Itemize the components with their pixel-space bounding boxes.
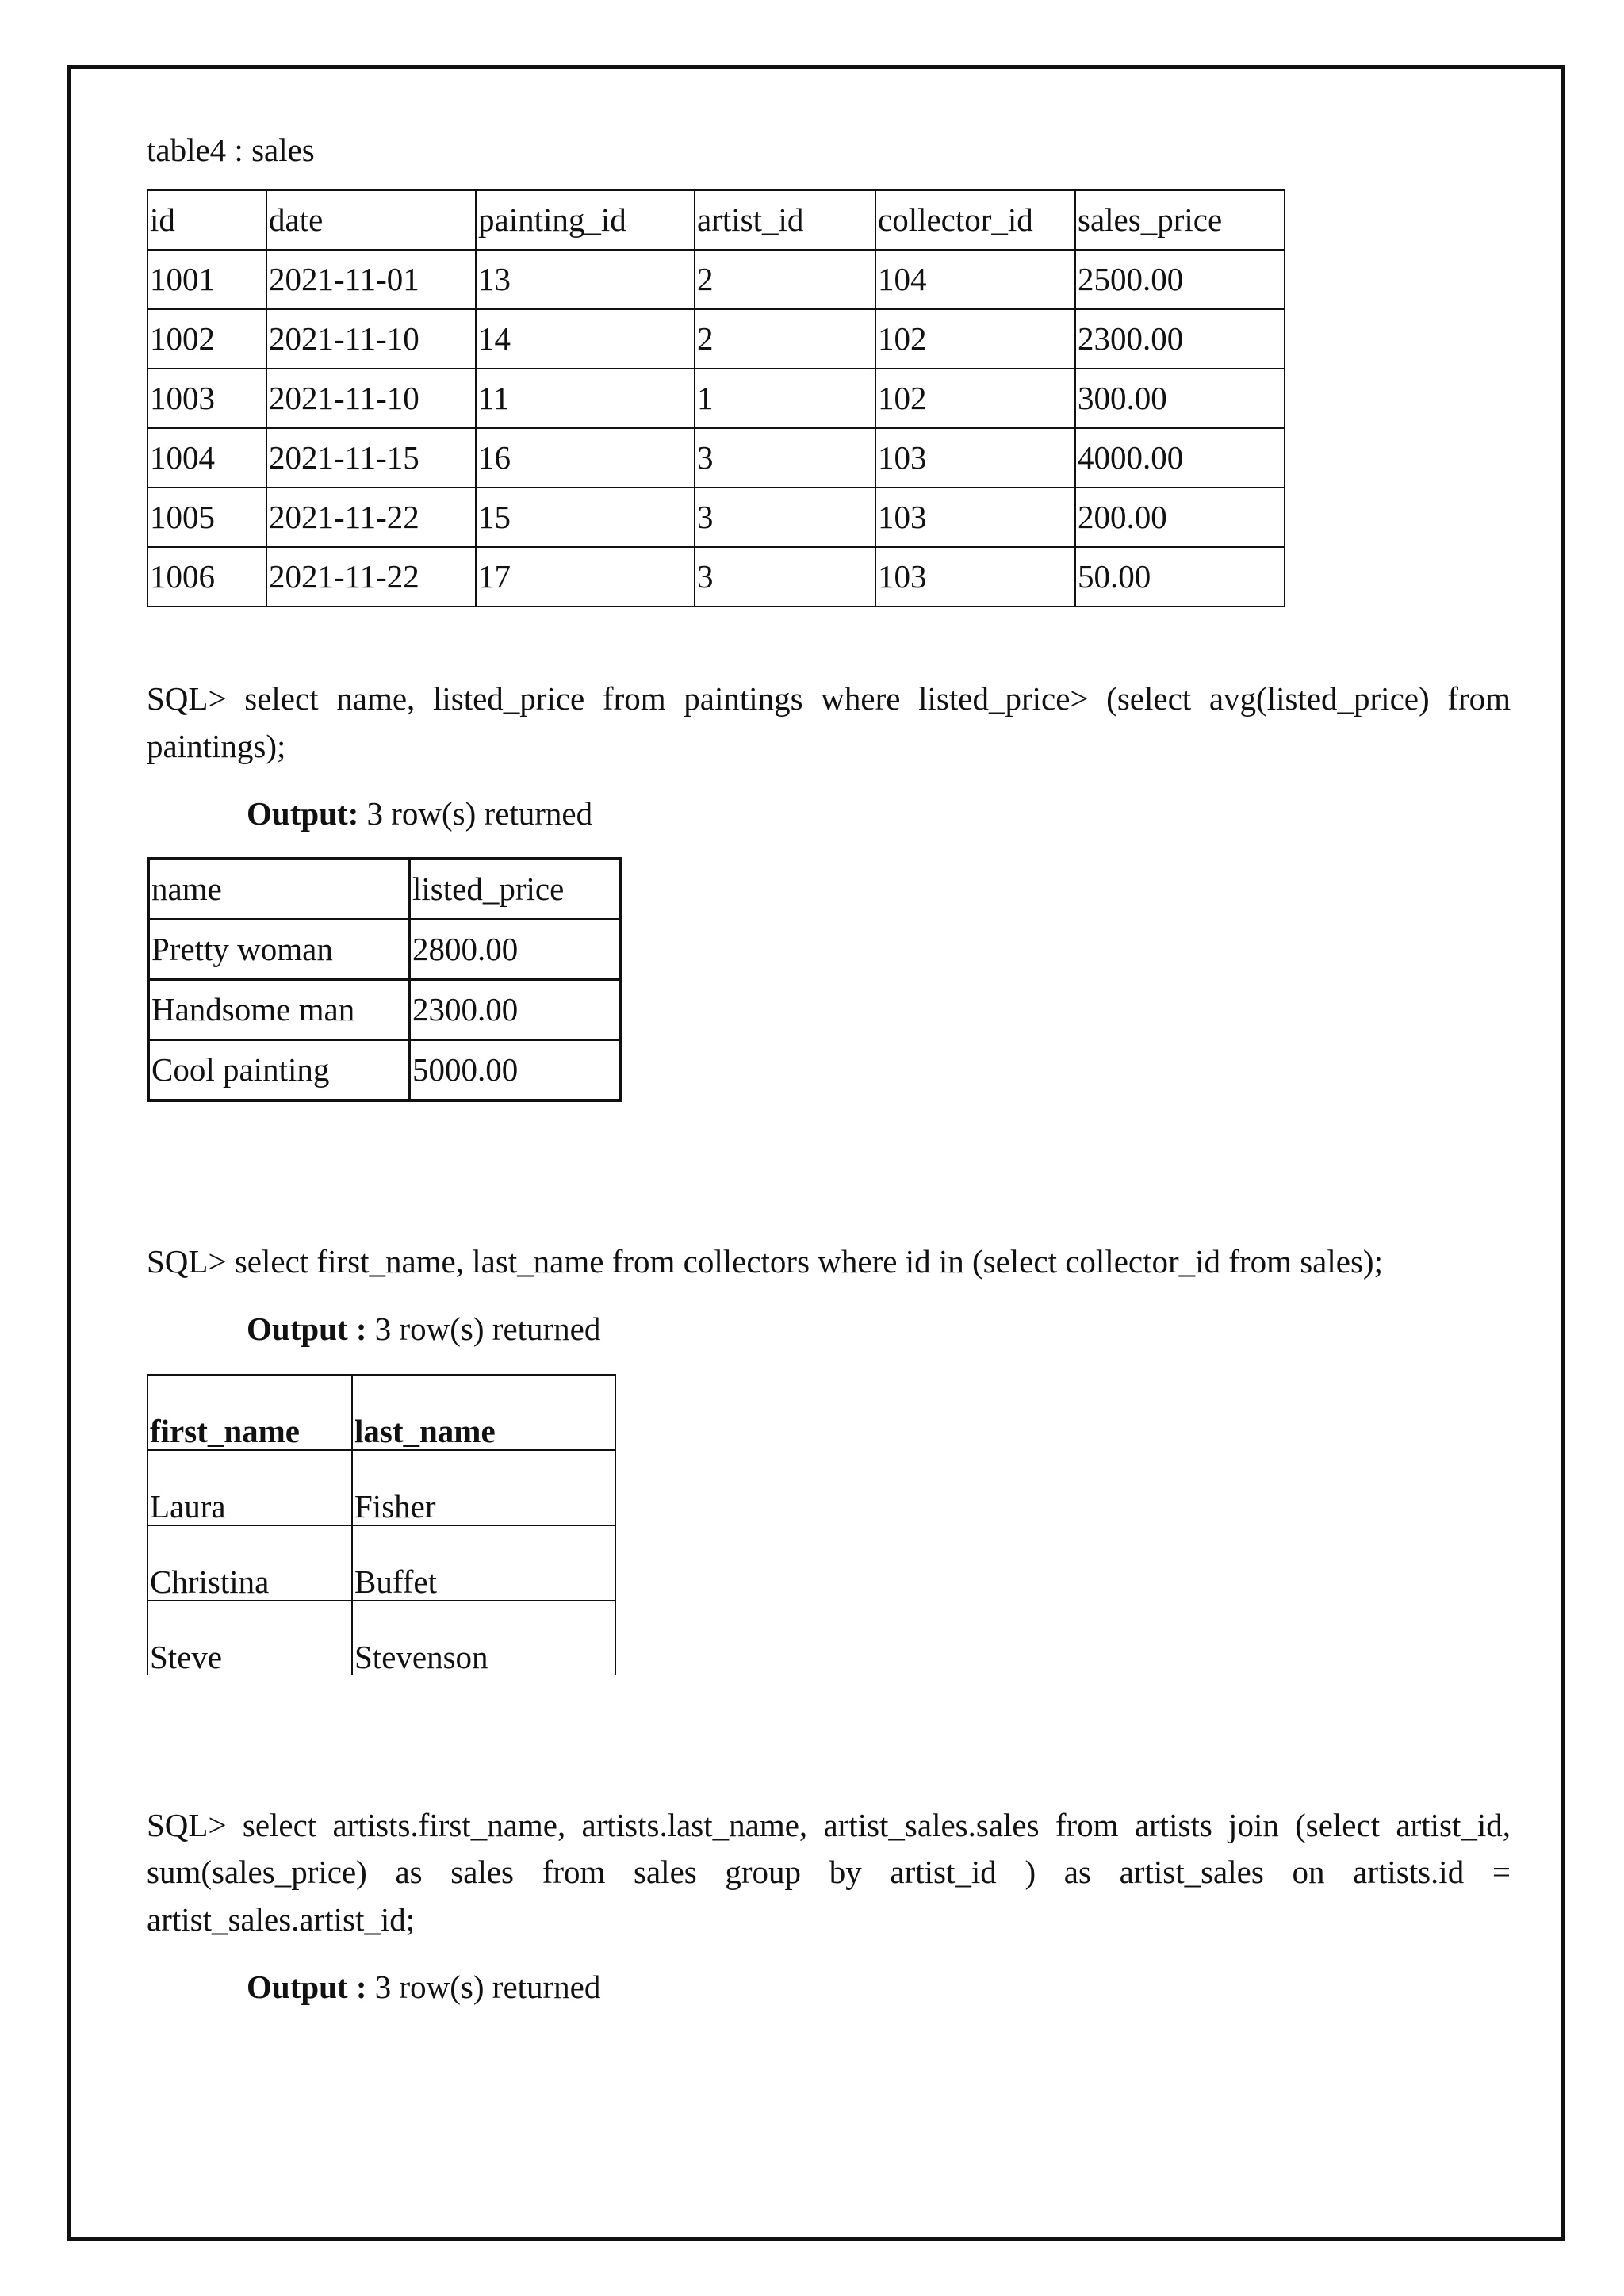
paintings-result-table xyxy=(147,857,622,1102)
output-label: Output : xyxy=(247,1311,367,1348)
table-row xyxy=(147,1525,615,1601)
table-cell: 2021-11-22 xyxy=(266,488,476,547)
table-row xyxy=(147,547,1285,607)
output-line-3 xyxy=(247,1964,1511,2011)
header-cell: artist_id xyxy=(695,190,875,250)
table-cell: 2800.00 xyxy=(410,919,621,979)
header-cell: listed_price xyxy=(410,859,621,920)
table-row xyxy=(147,428,1285,488)
table-cell: 16 xyxy=(476,428,695,488)
header-cell: name xyxy=(148,859,410,920)
document-content xyxy=(147,127,1511,2011)
table-header-row xyxy=(147,190,1285,250)
table-cell: 1006 xyxy=(147,547,266,607)
output-text: 3 row(s) returned xyxy=(366,1968,601,2005)
table-cell: 102 xyxy=(875,309,1075,369)
table-cell: 50.00 xyxy=(1075,547,1285,607)
collectors-result-table xyxy=(147,1374,616,1675)
table4-caption: table4 : sales xyxy=(147,132,315,168)
table-cell: 2021-11-10 xyxy=(266,369,476,428)
table-row xyxy=(148,1039,620,1100)
table-cell: 2 xyxy=(695,309,875,369)
header-cell: first_name xyxy=(147,1375,352,1450)
table-row xyxy=(147,1601,615,1675)
table-cell: 1004 xyxy=(147,428,266,488)
sql-query-2: SQL> select first_name, last_name from collectors where id in (select collector_id from sales); xyxy=(147,1242,1383,1280)
table-cell: 102 xyxy=(875,369,1075,428)
output-label: Output : xyxy=(247,1968,367,2005)
table-cell: 3 xyxy=(695,488,875,547)
table-row xyxy=(148,919,620,979)
table-cell: 200.00 xyxy=(1075,488,1285,547)
output-line-2 xyxy=(247,1306,1511,1353)
header-cell: painting_id xyxy=(476,190,695,250)
table-cell: 103 xyxy=(875,488,1075,547)
sql-query-3: SQL> select artists.first_name, artists.last_name, artist_sales.sales from artists join (select artist_id, sum(sales_price) as sales from sales group by artist_id ) as artist_sales on artists.id = artist_sales.artist_id; xyxy=(147,1806,1511,1938)
table-cell: 3 xyxy=(695,428,875,488)
table-cell: Stevenson xyxy=(352,1601,615,1675)
table-row xyxy=(147,488,1285,547)
table-cell: 2300.00 xyxy=(410,979,621,1039)
table-row xyxy=(147,309,1285,369)
header-cell: last_name xyxy=(352,1375,615,1450)
header-cell: sales_price xyxy=(1075,190,1285,250)
table-header-row xyxy=(148,859,620,920)
table-cell: 2 xyxy=(695,250,875,309)
table-cell: 11 xyxy=(476,369,695,428)
table-row xyxy=(147,250,1285,309)
table-cell: 2021-11-22 xyxy=(266,547,476,607)
table-cell: 13 xyxy=(476,250,695,309)
output-line-1 xyxy=(247,790,1511,837)
table-cell: 2021-11-01 xyxy=(266,250,476,309)
table-cell: Pretty woman xyxy=(148,919,410,979)
table-cell: Christina xyxy=(147,1525,352,1601)
output-text: 3 row(s) returned xyxy=(366,1311,601,1348)
table-cell: 2300.00 xyxy=(1075,309,1285,369)
table-cell: 17 xyxy=(476,547,695,607)
table-cell: 1005 xyxy=(147,488,266,547)
table-row xyxy=(148,979,620,1039)
output-label: Output: xyxy=(247,795,359,832)
table-cell: Cool painting xyxy=(148,1039,410,1100)
table-cell: 1003 xyxy=(147,369,266,428)
table-cell: 300.00 xyxy=(1075,369,1285,428)
table-cell: 104 xyxy=(875,250,1075,309)
header-cell: date xyxy=(266,190,476,250)
header-cell: collector_id xyxy=(875,190,1075,250)
table-cell: 2500.00 xyxy=(1075,250,1285,309)
table-cell: 103 xyxy=(875,547,1075,607)
table-cell: Laura xyxy=(147,1450,352,1525)
sales-table xyxy=(147,189,1285,607)
table-cell: 2021-11-15 xyxy=(266,428,476,488)
table-cell: 14 xyxy=(476,309,695,369)
table-cell: 103 xyxy=(875,428,1075,488)
table-header-row xyxy=(147,1375,615,1450)
table-cell: 4000.00 xyxy=(1075,428,1285,488)
table-cell: 2021-11-10 xyxy=(266,309,476,369)
table-cell: 1 xyxy=(695,369,875,428)
table-cell: Steve xyxy=(147,1601,352,1675)
table-row xyxy=(147,1450,615,1525)
table-cell: 1001 xyxy=(147,250,266,309)
table-cell: Buffet xyxy=(352,1525,615,1601)
table-cell: 5000.00 xyxy=(410,1039,621,1100)
header-cell: id xyxy=(147,190,266,250)
table-cell: 15 xyxy=(476,488,695,547)
output-text: 3 row(s) returned xyxy=(358,795,593,832)
table-cell: Fisher xyxy=(352,1450,615,1525)
table-cell: Handsome man xyxy=(148,979,410,1039)
sql-query-1: SQL> select name, listed_price from paintings where listed_price> (select avg(listed_price) from paintings); xyxy=(147,680,1511,764)
table-row xyxy=(147,369,1285,428)
table-cell: 3 xyxy=(695,547,875,607)
table-cell: 1002 xyxy=(147,309,266,369)
